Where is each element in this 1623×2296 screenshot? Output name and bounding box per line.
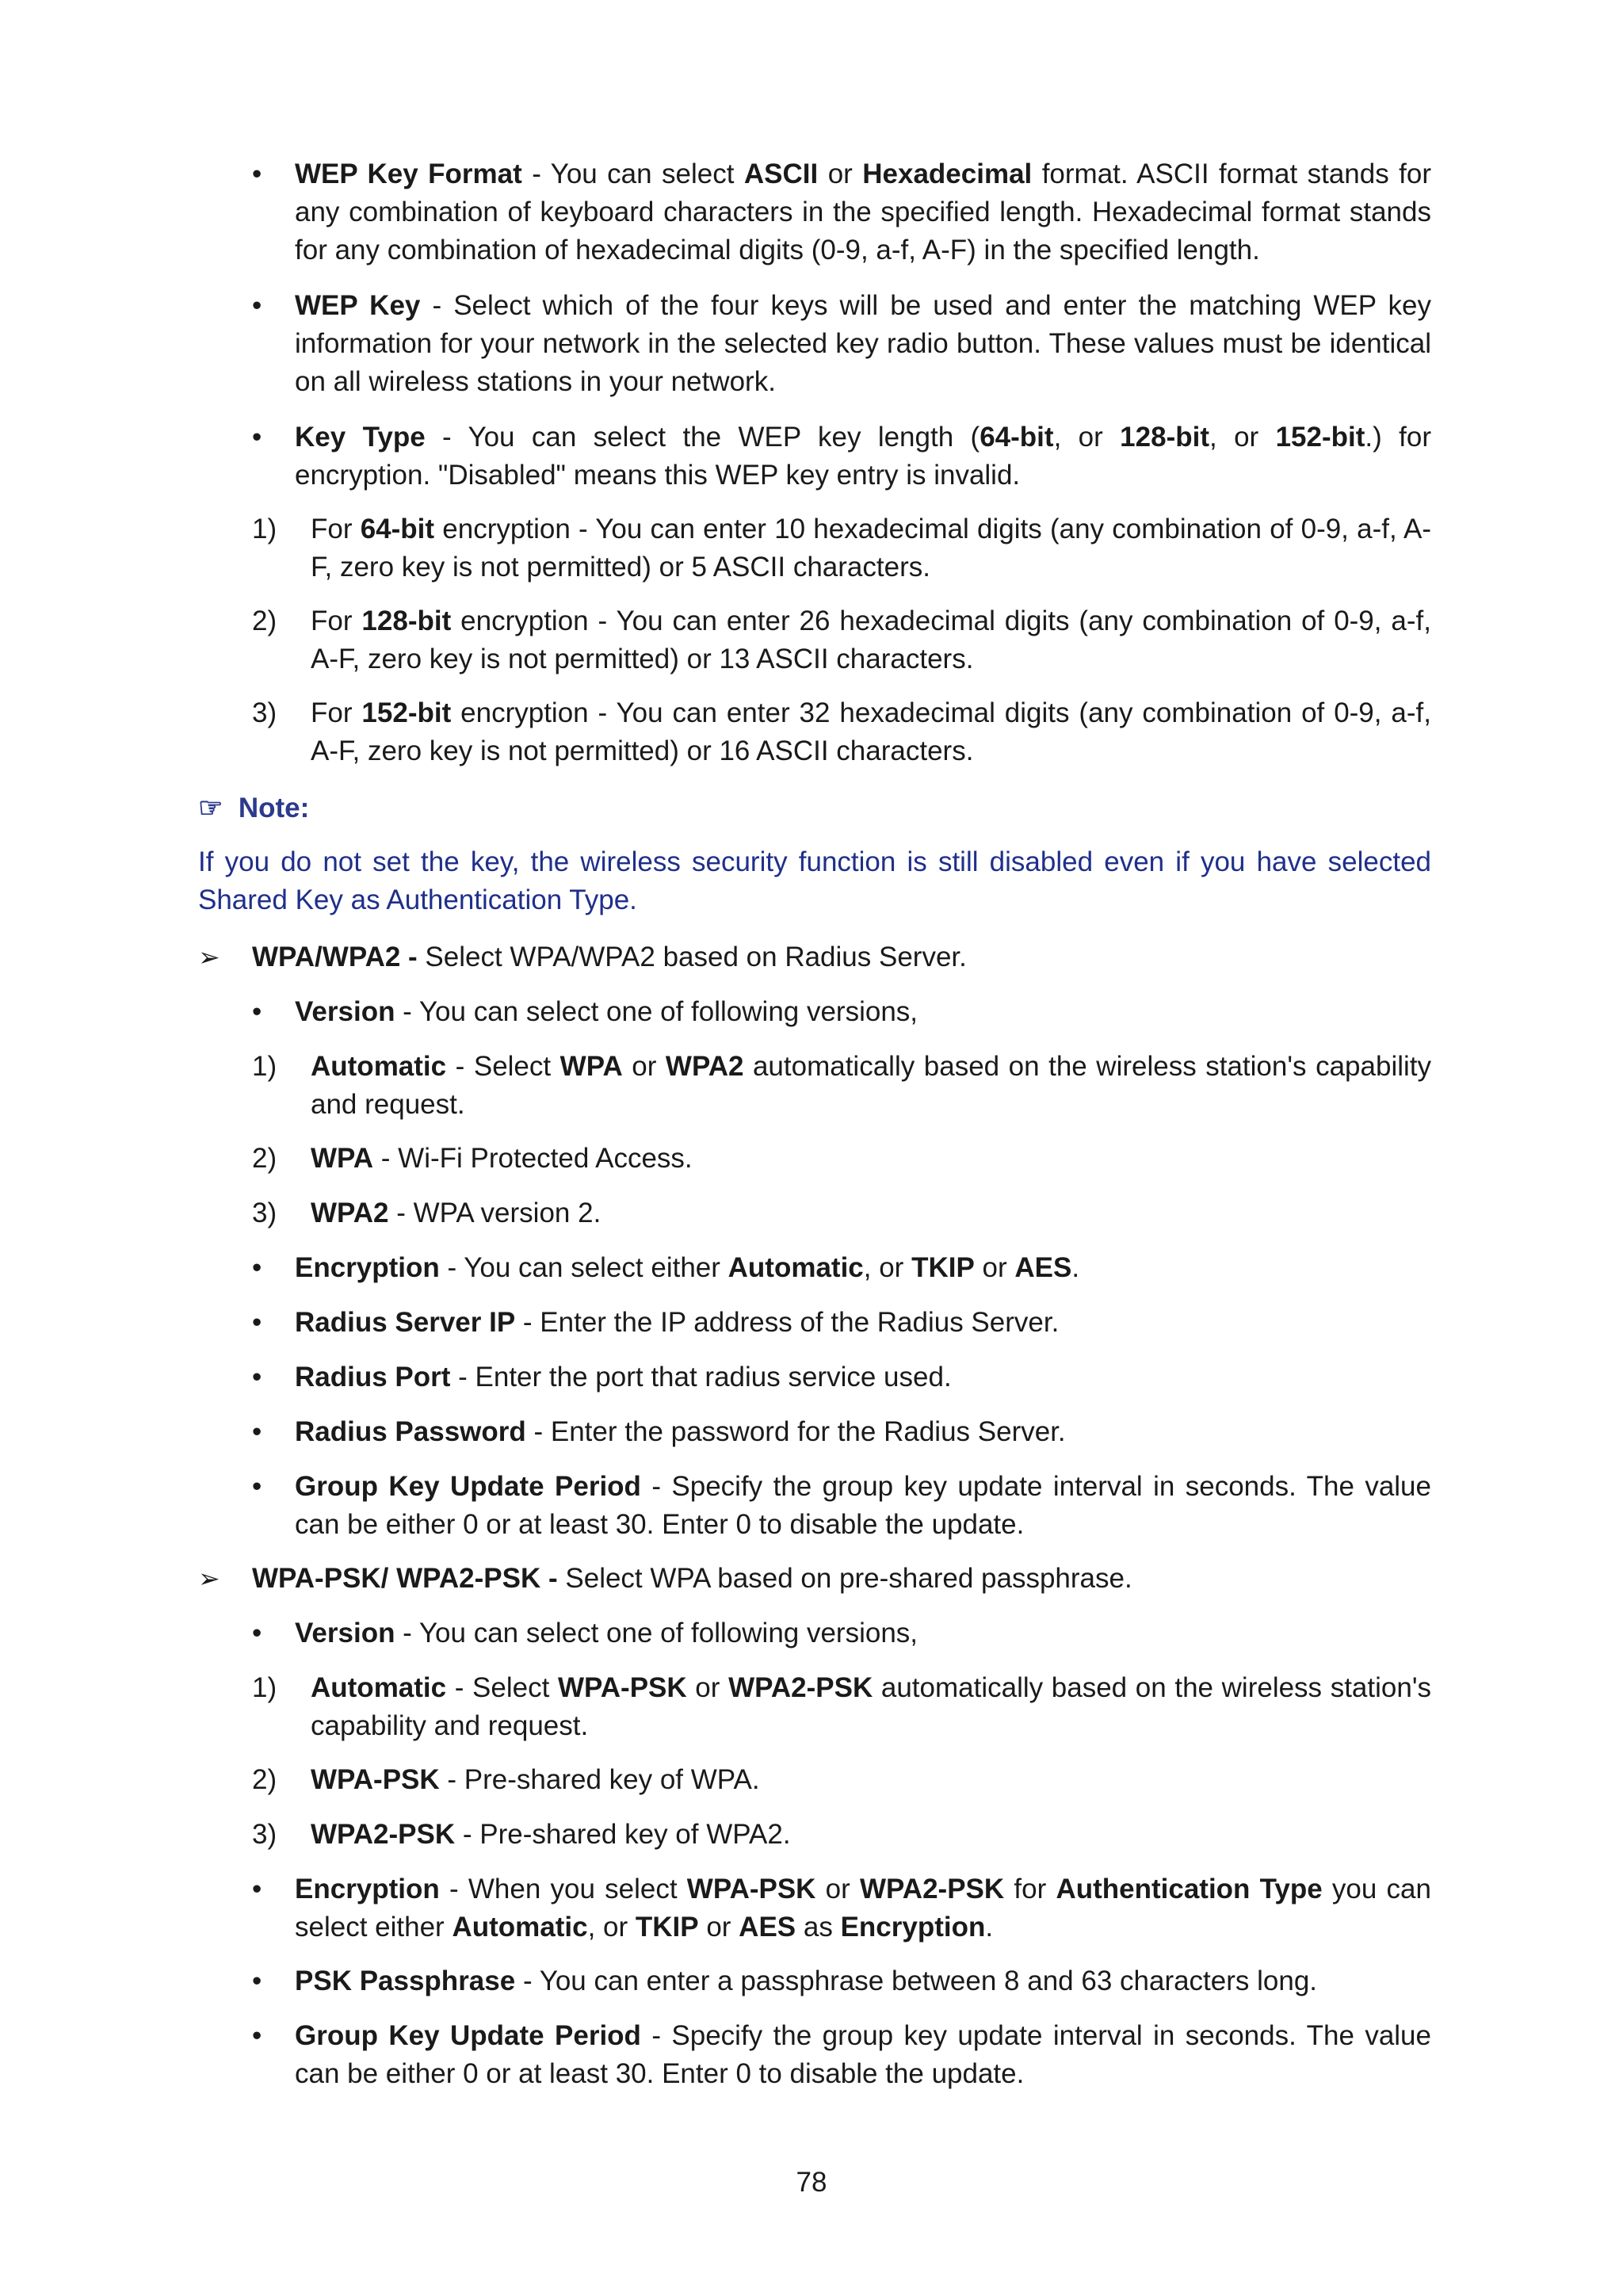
wpa-version-item: Version - You can select one of following versions, — [295, 996, 918, 1027]
list-number: 3) — [252, 1819, 277, 1850]
key-type-item: Key Type - You can select the WEP key length (64-bit, or 128-bit, or 152-bit.) for encryption. "Disabled" means this WEP key entry is invalid. — [295, 422, 1431, 491]
bullet-icon: • — [252, 2020, 262, 2051]
bullet-icon: • — [252, 1618, 262, 1648]
list-number: 2) — [252, 1143, 277, 1174]
list-number: 3) — [252, 1198, 277, 1228]
list-item: For 128-bit encryption - You can enter 26 hexadecimal digits (any combination of 0-9, a-f, A-F, zero key is not permitted) or 13 ASCII characters. — [311, 606, 1431, 674]
wpa-encryption-item: Encryption - You can select either Automatic, or TKIP or AES. — [295, 1252, 1080, 1283]
bullet-icon: • — [252, 1362, 262, 1392]
list-number: 2) — [252, 606, 277, 636]
psk-encryption-item: Encryption - When you select WPA-PSK or WPA2-PSK for Authentication Type you can select either Automatic, or TKIP or AES as Encryption. — [295, 1874, 1431, 1943]
wpa-heading: WPA/WPA2 - Select WPA/WPA2 based on Radius Server. — [252, 942, 967, 972]
wep-key-format-item: WEP Key Format - You can select ASCII or Hexadecimal format. ASCII format stands for any combination of keyboard characters in the specified length. Hexadecimal format stands for any combination of hexadecimal digits (0-9, a-f, A-F) in the specified length. — [295, 159, 1431, 266]
term-key-type: Key Type — [295, 422, 426, 453]
list-item: Automatic - Select WPA-PSK or WPA2-PSK automatically based on the wireless station's capability and request. — [311, 1672, 1431, 1741]
arrow-bullet-icon: ➢ — [198, 1564, 220, 1593]
bullet-icon: • — [252, 1471, 262, 1502]
list-number: 1) — [252, 1051, 277, 1082]
bullet-icon: • — [252, 1416, 262, 1447]
list-item: For 64-bit encryption - You can enter 10 hexadecimal digits (any combination of 0-9, a-f, A-F, zero key is not permitted) or 5 ASCII characters. — [311, 514, 1431, 583]
bullet-icon: • — [252, 1252, 262, 1283]
group-key-update-item: Group Key Update Period - Specify the group key update interval in seconds. The value can be either 0 or at least 30. Enter 0 to disable the update. — [295, 1471, 1431, 1540]
psk-passphrase-item: PSK Passphrase - You can enter a passphrase between 8 and 63 characters long. — [295, 1966, 1318, 1996]
list-item: WPA2 - WPA version 2. — [311, 1198, 601, 1228]
bullet-icon: • — [252, 290, 262, 321]
bullet-icon: • — [252, 1874, 262, 1904]
list-number: 1) — [252, 514, 277, 544]
term-wep-key-format: WEP Key Format — [295, 159, 522, 189]
arrow-bullet-icon: ➢ — [198, 942, 220, 972]
page-number: 78 — [796, 2167, 827, 2198]
radius-server-ip-item: Radius Server IP - Enter the IP address of the Radius Server. — [295, 1307, 1060, 1338]
note-label: Note: — [238, 793, 310, 823]
psk-heading: WPA-PSK/ WPA2-PSK - Select WPA based on pre-shared passphrase. — [252, 1563, 1132, 1594]
radius-password-item: Radius Password - Enter the password for the Radius Server. — [295, 1416, 1066, 1447]
list-item: WPA - Wi-Fi Protected Access. — [311, 1143, 693, 1174]
list-item: Automatic - Select WPA or WPA2 automatically based on the wireless station's capability and request. — [311, 1051, 1431, 1120]
list-number: 1) — [252, 1672, 277, 1703]
list-number: 3) — [252, 697, 277, 728]
group-key-update-item: Group Key Update Period - Specify the group key update interval in seconds. The value can be either 0 or at least 30. Enter 0 to disable the update. — [295, 2020, 1431, 2089]
term-wep-key: WEP Key — [295, 290, 421, 321]
list-item: WPA2-PSK - Pre-shared key of WPA2. — [311, 1819, 791, 1850]
list-number: 2) — [252, 1764, 277, 1795]
wep-key-item: WEP Key - Select which of the four keys will be used and enter the matching WEP key information for your network in the selected key radio button. These values must be identical on all wireless stations in your network. — [295, 290, 1432, 397]
bullet-icon: • — [252, 422, 262, 453]
note-heading — [198, 789, 309, 827]
bullet-icon: • — [252, 1307, 262, 1338]
list-item: WPA-PSK - Pre-shared key of WPA. — [311, 1764, 760, 1795]
radius-port-item: Radius Port - Enter the port that radius service used. — [295, 1362, 952, 1392]
bullet-icon: • — [252, 996, 262, 1027]
bullet-icon: • — [252, 159, 262, 189]
note-text: If you do not set the key, the wireless security function is still disabled even if you have selected Shared Key as Authentication Type. — [198, 846, 1431, 915]
list-item: For 152-bit encryption - You can enter 32 hexadecimal digits (any combination of 0-9, a-f, A-F, zero key is not permitted) or 16 ASCII characters. — [311, 697, 1431, 766]
pointing-hand-icon: ☞ — [198, 793, 223, 823]
bullet-icon: • — [252, 1966, 262, 1996]
psk-version-item: Version - You can select one of following versions, — [295, 1618, 918, 1648]
